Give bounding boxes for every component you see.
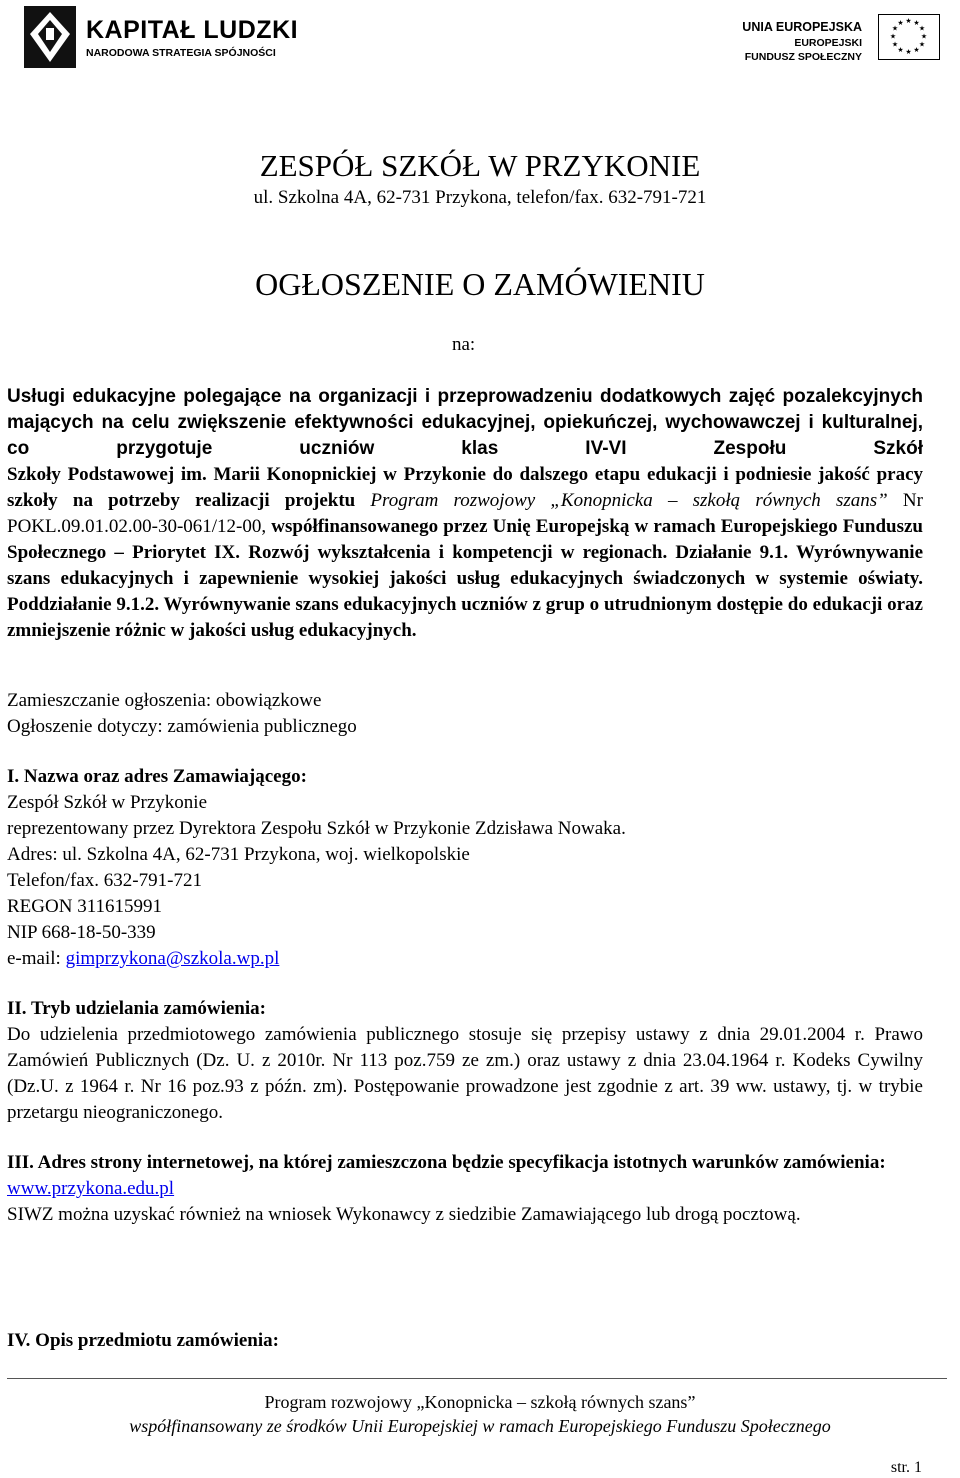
section-2 xyxy=(7,996,923,1126)
svg-text:★: ★ xyxy=(920,32,928,41)
eu-logo-line3: FUNDUSZ SPOŁECZNY xyxy=(744,51,862,63)
intro-part4: współfinansowanego przez Unię Europejską w ramach Europejskiego Funduszu Społecznego – Priorytet IX. Rozwój wykształcenia i kompetencji w regionach. Działanie 9.1. Wyrównywanie szans edukacyjnych i zapewnienie wysokiej jakości usług edukacyjnych świadczonych w systemie oświaty. Poddziałanie 9.1.2. Wyrównywanie szans edukacyjnych uczniów z grup o utrudnionym dostępie do edukacji oraz zmniejszenie różnic w jakości usług edukacyjnych. xyxy=(7,516,923,641)
svg-text:★: ★ xyxy=(891,40,899,49)
announcement-na: na: xyxy=(452,334,476,355)
section-3-heading: III. Adres strony internetowej, na której zamieszczona będzie specyfikacja istotnych warunków zamówienia: xyxy=(7,1152,886,1173)
section-4-heading: IV. Opis przedmiotu zamówienia: xyxy=(7,1330,279,1351)
section-2-text: Do udzielenia przedmiotowego zamówienia publicznego stosuje się przepisy ustawy z dnia 29.01.2004 r. Prawo Zamówień Publicznych (Dz. U. z 2010r. Nr 113 poz.759 ze zm.) oraz ustawy z dnia 23.04.1964 r. Kodeks Cywilny (Dz.U. z 1964 r. Nr 16 poz.93 z późn. zm). Postępowanie prowadzone jest zgodnie z art. 39 ww. ustawy, tj. w trybie przetargu nieograniczonego. xyxy=(7,1024,923,1123)
section-1 xyxy=(7,764,626,972)
footer-divider xyxy=(7,1378,947,1379)
eu-logo-line2: EUROPEJSKI xyxy=(794,37,862,49)
eu-logo xyxy=(742,17,940,68)
website-link[interactable]: www.przykona.edu.pl xyxy=(7,1178,175,1199)
info-line2: Ogłoszenie dotyczy: zamówienia publicznego xyxy=(7,716,357,737)
svg-text:★: ★ xyxy=(897,19,904,27)
section-1-line: reprezentowany przez Dyrektora Zespołu Szkół w Przykonie Zdzisława Nowaka. xyxy=(7,818,626,839)
section-1-line: Zespół Szkół w Przykonie xyxy=(7,792,208,813)
section-3 xyxy=(7,1150,923,1228)
svg-text:★: ★ xyxy=(905,48,912,56)
kapital-ludzki-title: KAPITAŁ LUDZKI xyxy=(86,16,299,44)
kapital-ludzki-icon xyxy=(24,6,76,68)
svg-text:★: ★ xyxy=(913,46,920,54)
intro-program: Program rozwojowy „Konopnicka – szkołą równych szans” xyxy=(370,490,888,511)
info-line1: Zamieszczanie ogłoszenia: obowiązkowe xyxy=(7,690,322,711)
page-number: str. 1 xyxy=(890,1459,922,1476)
email-label: e-mail: xyxy=(7,948,66,969)
intro-paragraph xyxy=(7,384,923,644)
eu-logo-line1: UNIA EUROPEJSKA xyxy=(742,20,862,34)
section-4 xyxy=(7,1328,279,1354)
intro-part2: Szkoły Podstawowej im. Marii Konopnickiej w Przykonie do dalszego etapu edukacji i podniesie jakość pracy szkoły na potrzeby realizacji projektu xyxy=(7,464,923,511)
section-1-heading: I. Nazwa oraz adres Zamawiającego: xyxy=(7,766,307,787)
school-address: ul. Szkolna 4A, 62-731 Przykona, telefon/fax. 632-791-721 xyxy=(253,187,707,208)
section-2-heading: II. Tryb udzielania zamówienia: xyxy=(7,998,266,1019)
svg-text:★: ★ xyxy=(889,32,897,41)
footer-cofinancing: współfinansowany ze środków Unii Europejskiej w ramach Europejskiego Funduszu Społecznego xyxy=(129,1416,831,1436)
svg-text:★: ★ xyxy=(905,17,912,25)
intro-part1: Usługi edukacyjne polegające na organizacji i przeprowadzeniu dodatkowych zajęć pozalekcyjnych mających na celu zwiększenie efektywności edukacyjnej, opiekuńczej, wychowawczej i kulturalnej, co przygotuje uczniów klas IV-VI Zespołu Szkół xyxy=(7,386,923,459)
section-1-line: NIP 668-18-50-339 xyxy=(7,922,156,943)
svg-text:★: ★ xyxy=(918,24,926,33)
section-3-text: SIWZ można uzyskać również na wniosek Wykonawcy z siedzibie Zamawiającego lub drogą pocztową. xyxy=(7,1204,801,1225)
announcement-title: OGŁOSZENIE O ZAMÓWIENIU xyxy=(255,266,705,302)
section-1-line: Telefon/fax. 632-791-721 xyxy=(7,870,202,891)
intro-part3: Nr POKL.09.01.02.00-30-061/12-00, xyxy=(7,490,923,537)
section-1-line: REGON 311615991 xyxy=(7,896,162,917)
svg-text:★: ★ xyxy=(891,24,899,33)
section-1-line: Adres: ul. Szkolna 4A, 62-731 Przykona, woj. wielkopolskie xyxy=(7,844,470,865)
info-block xyxy=(7,688,357,740)
footer-program: Program rozwojowy „Konopnicka – szkołą równych szans” xyxy=(264,1392,696,1412)
email-link[interactable]: gimprzykona@szkola.wp.pl xyxy=(65,948,280,969)
school-name: ZESPÓŁ SZKÓŁ W PRZYKONIE xyxy=(259,148,701,183)
svg-text:★: ★ xyxy=(918,40,926,49)
kapital-ludzki-subtitle: NARODOWA STRATEGIA SPÓJNOŚCI xyxy=(86,47,276,59)
eu-flag-icon xyxy=(878,14,940,60)
svg-text:★: ★ xyxy=(897,46,904,54)
svg-text:★: ★ xyxy=(913,19,920,27)
kapital-ludzki-logo xyxy=(24,6,299,68)
